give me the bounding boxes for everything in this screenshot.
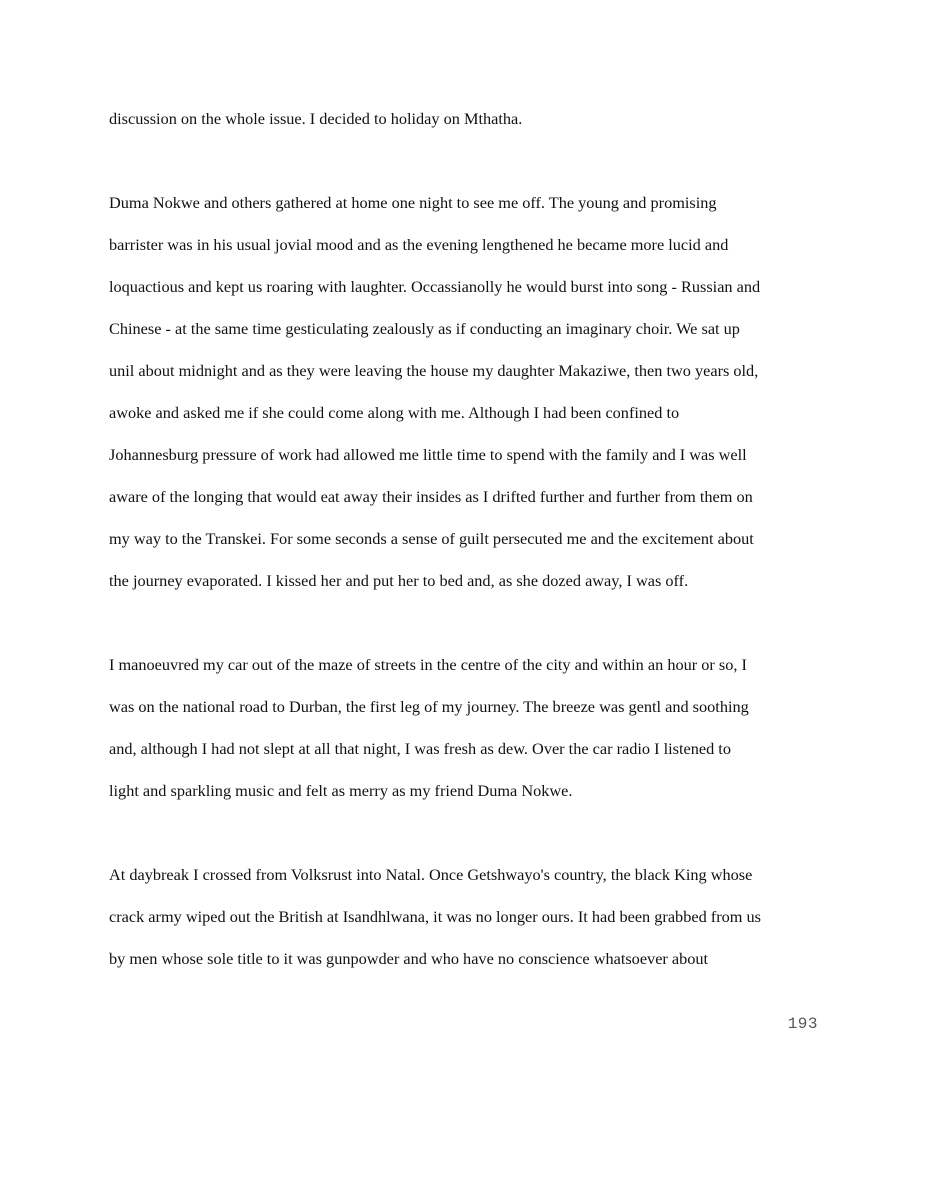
text-line: by men whose sole title to it was gunpowder and who have no conscience whatsoever about bbox=[109, 949, 709, 968]
paragraph-gap bbox=[109, 611, 825, 653]
paragraph-gap bbox=[109, 821, 825, 863]
text-line: aware of the longing that would eat away their insides as I drifted further and further from them on bbox=[109, 487, 753, 506]
text-line: I manoeuvred my car out of the maze of streets in the centre of the city and within an hour or so, I bbox=[109, 655, 747, 674]
paragraph-4 bbox=[109, 863, 825, 989]
text-line: awoke and asked me if she could come along with me. Although I had been confined to bbox=[109, 403, 680, 422]
paragraph-1 bbox=[109, 107, 825, 149]
text-line: the journey evaporated. I kissed her and put her to bed and, as she dozed away, I was off. bbox=[109, 571, 689, 590]
paragraph-3 bbox=[109, 653, 825, 821]
text-line: discussion on the whole issue. I decided to holiday on Mthatha. bbox=[109, 109, 523, 128]
body-text bbox=[109, 107, 825, 989]
text-line: my way to the Transkei. For some seconds a sense of guilt persecuted me and the excitement about bbox=[109, 529, 754, 548]
text-line: barrister was in his usual jovial mood and as the evening lengthened he became more lucid and bbox=[109, 235, 729, 254]
text-line: loquactious and kept us roaring with laughter. Occassianolly he would burst into song - Russian and bbox=[109, 277, 761, 296]
text-line: and, although I had not slept at all that night, I was fresh as dew. Over the car radio I listened to bbox=[109, 739, 731, 758]
text-line: light and sparkling music and felt as merry as my friend Duma Nokwe. bbox=[109, 781, 573, 800]
paragraph-2 bbox=[109, 191, 825, 611]
page-number: 193 bbox=[787, 1015, 818, 1033]
text-line: Chinese - at the same time gesticulating zealously as if conducting an imaginary choir. We sat up bbox=[109, 319, 740, 338]
text-line: unil about midnight and as they were leaving the house my daughter Makaziwe, then two years old, bbox=[109, 361, 759, 380]
paragraph-gap bbox=[109, 149, 825, 191]
text-line: At daybreak I crossed from Volksrust into Natal. Once Getshwayo's country, the black King whose bbox=[109, 865, 753, 884]
text-line: Duma Nokwe and others gathered at home one night to see me off. The young and promising bbox=[109, 193, 717, 212]
text-line: was on the national road to Durban, the first leg of my journey. The breeze was gentl and soothing bbox=[109, 697, 749, 716]
text-line: Johannesburg pressure of work had allowed me little time to spend with the family and I was well bbox=[109, 445, 747, 464]
text-line: crack army wiped out the British at Isandhlwana, it was no longer ours. It had been grabbed from us bbox=[109, 907, 761, 926]
